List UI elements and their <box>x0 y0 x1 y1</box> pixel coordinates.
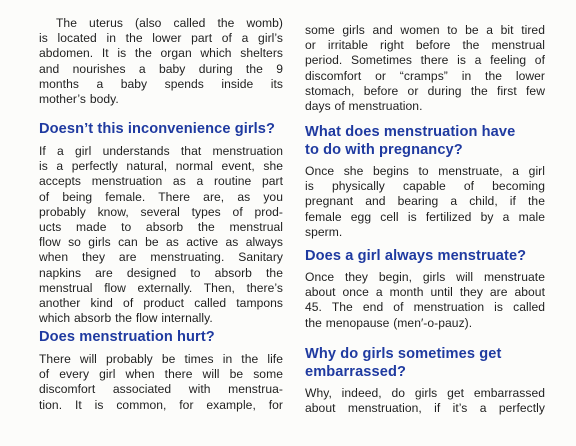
hurt-paragraph <box>39 352 283 413</box>
text-line: is a perfectly natural, normal event, she <box>39 159 283 174</box>
text-line: flow so girls can be as active as always <box>39 235 283 250</box>
pregnancy-paragraph <box>305 164 545 240</box>
heading-inconvenience: Doesn’t this inconvenience girls? <box>39 121 276 137</box>
embarrassed-paragraph <box>305 386 545 416</box>
text-line: menstrual flow externally. Then, there’s <box>39 280 283 295</box>
text-line: days of menstruation. <box>305 99 423 114</box>
text-line: napkins are designed to absorb the <box>39 265 283 280</box>
heading-line: to do with pregnancy? <box>305 141 463 158</box>
heading-always-menstruate: Does a girl always menstruate? <box>305 248 527 264</box>
text-line: discomfort associated with menstrua- <box>39 382 283 397</box>
text-line: stomach, before or during the first few <box>305 83 545 98</box>
heading-line: embarrassed? <box>305 363 406 380</box>
text-line: is located in the lower part of a girl’s <box>39 31 283 46</box>
text-line: tion. It is common, for example, for <box>39 397 283 412</box>
text-line: months a baby spends inside its <box>39 76 283 91</box>
always-paragraph <box>305 270 545 331</box>
text-line: the menopause (men′-o-pauz). <box>305 315 473 330</box>
text-line: about menstruation, if it’s a perfectly <box>305 401 545 416</box>
text-line: Why, indeed, do girls get embarrassed <box>305 386 545 400</box>
text-line: female egg cell is fertilized by a male <box>305 209 545 224</box>
heading-line: What does menstruation have <box>305 124 516 140</box>
text-line: mother’s body. <box>39 92 119 107</box>
intro-paragraph <box>39 16 283 107</box>
text-line: is physically capable of becoming <box>305 179 545 194</box>
text-line: ucts made to absorb the menstrual <box>39 220 283 235</box>
text-line: another kind of product called tampons <box>39 296 283 311</box>
heading-embarrassed <box>305 346 545 382</box>
text-line: Once they begin, girls will menstruate <box>305 270 545 284</box>
text-line: accepts menstruation as a routine part <box>39 174 283 189</box>
text-line: about once a month until they are about <box>305 285 545 300</box>
text-line: and nourishes a baby during the 9 <box>39 61 283 76</box>
text-line: There will probably be times in the life <box>39 352 283 366</box>
text-line: The uterus (also called the womb) <box>56 16 283 30</box>
text-line: If a girl understands that menstruation <box>39 144 283 158</box>
text-line: probably know, several types of prod- <box>39 204 283 219</box>
text-line: or irritable right before the menstrual <box>305 38 545 53</box>
text-line: discomfort or “cramps” in the lower <box>305 68 545 83</box>
text-line: when they are menstruating. Sanitary <box>39 250 283 265</box>
text-line: sperm. <box>305 224 343 239</box>
text-line: Once she begins to menstruate, a girl <box>305 164 545 178</box>
text-line: some girls and women to be a bit tired <box>305 23 545 37</box>
text-line: of being female. There are, as you <box>39 189 283 204</box>
heading-line: Why do girls sometimes get <box>305 346 502 362</box>
text-line: of every girl when there will be some <box>39 367 283 382</box>
text-line: period. Sometimes there is a feeling of <box>305 53 545 68</box>
text-line: which absorb the flow internally. <box>39 311 213 326</box>
text-line: 45. The end of menstruation is called <box>305 300 545 315</box>
heading-pregnancy <box>305 124 545 160</box>
heading-hurt: Does menstruation hurt? <box>39 329 215 345</box>
continued-paragraph <box>305 23 545 114</box>
inconvenience-paragraph <box>39 144 283 326</box>
text-line: pregnant and bearing a child, if the <box>305 194 545 209</box>
text-line: abdomen. It is the organ which shelters <box>39 46 283 61</box>
